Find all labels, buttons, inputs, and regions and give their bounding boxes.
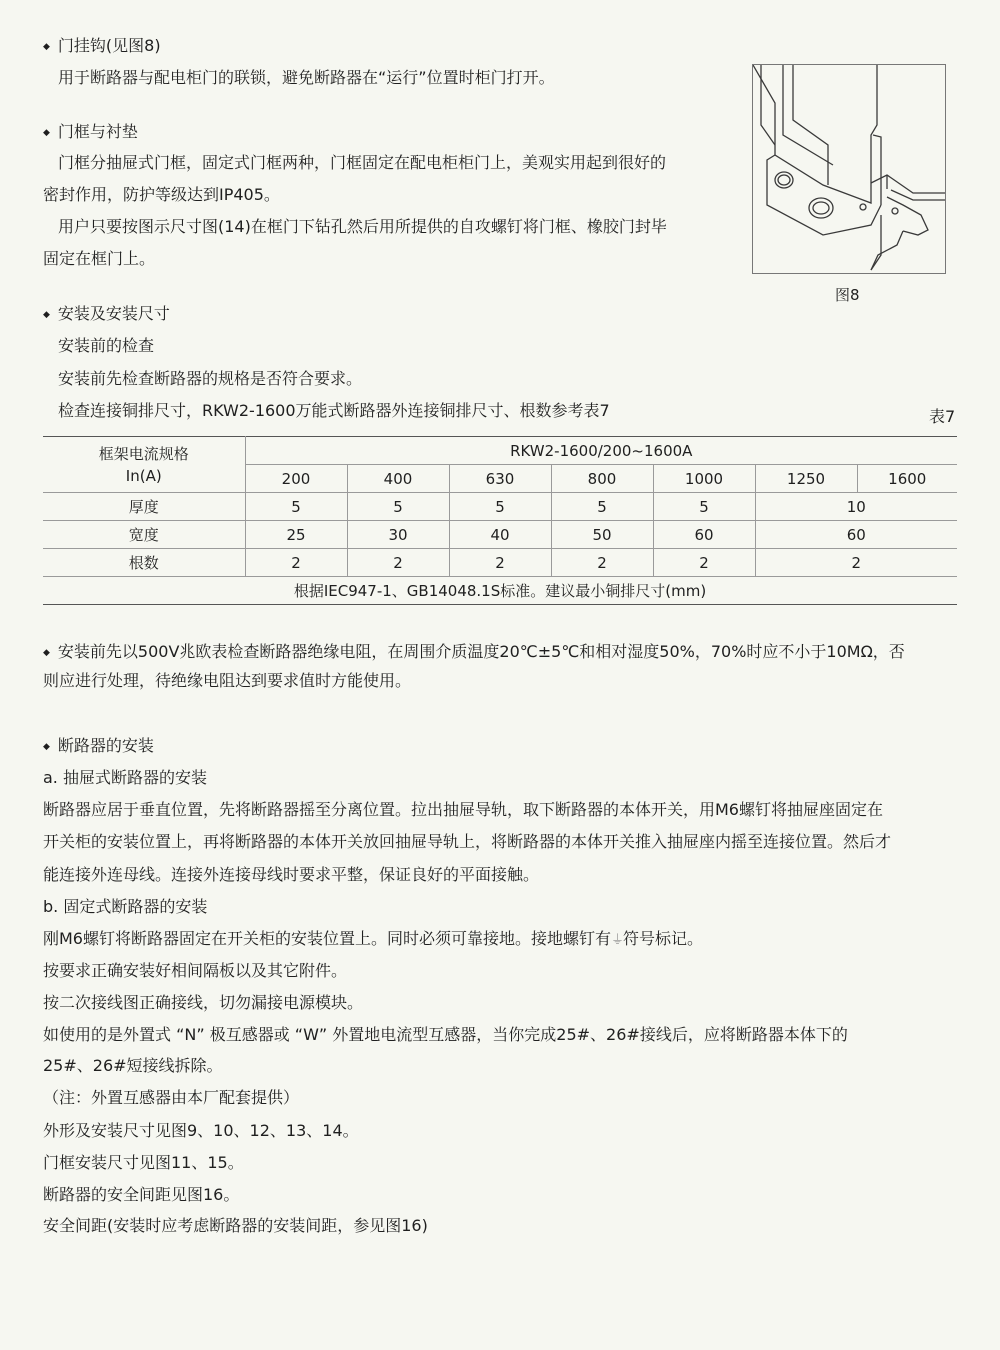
table-row-thickness <box>43 493 957 521</box>
row-header-current-spec <box>43 437 245 493</box>
figure-8-illustration <box>752 64 946 274</box>
current-cell: 400 <box>347 465 449 493</box>
current-cell: 1600 <box>857 465 957 493</box>
merged-value-cell: 60 <box>755 521 957 549</box>
door-frame-heading: ◆ 门框与衬垫 <box>43 122 138 145</box>
door-frame-p2-line1: 用户只要按图示尺寸图(14)在框门下钻孔然后用所提供的自攻螺钉将门框、橡胶门封毕 <box>58 217 667 236</box>
value-cell: 5 <box>449 493 551 521</box>
breaker-install-heading: ◆ 断路器的安装 <box>43 736 154 759</box>
value-cell: 5 <box>551 493 653 521</box>
value-cell: 40 <box>449 521 551 549</box>
value-cell: 60 <box>653 521 755 549</box>
current-cell: 200 <box>245 465 347 493</box>
current-cell: 630 <box>449 465 551 493</box>
fixed-type-line7: 外形及安装尺寸见图9、10、12、13、14。 <box>43 1121 359 1140</box>
row-label: 宽度 <box>43 521 245 549</box>
fixed-type-line5: 25#、26#短接线拆除。 <box>43 1056 223 1075</box>
drawer-type-line1: 断路器应居于垂直位置，先将断路器摇至分离位置。拉出抽屉导轨，取下断路器的本体开关，用M6螺钉将抽屉座固定在 <box>43 800 883 819</box>
door-frame-p1-line2: 密封作用，防护等级达到IP405。 <box>43 185 280 204</box>
value-cell: 25 <box>245 521 347 549</box>
table-row-width <box>43 521 957 549</box>
install-check-line: 安装前先检查断路器的规格是否符合要求。 <box>58 369 363 388</box>
door-hook-drawing <box>753 65 945 273</box>
fixed-type-line10: 安全间距(安装时应考虑断路器的安装间距，参见图16) <box>43 1216 428 1235</box>
drawer-type-title: a. 抽屉式断路器的安装 <box>43 768 207 787</box>
insulation-line2: 则应进行处理，待绝缘电阻达到要求值时方能使用。 <box>43 671 412 690</box>
value-cell: 2 <box>245 549 347 577</box>
value-cell: 5 <box>245 493 347 521</box>
value-cell: 5 <box>653 493 755 521</box>
fixed-type-line1 <box>43 929 703 951</box>
value-cell: 30 <box>347 521 449 549</box>
row-header-line1: 框架电流规格 <box>98 444 189 463</box>
fixed-type-line2: 按要求正确安装好相间隔板以及其它附件。 <box>43 961 348 980</box>
fixed-line1-suffix: 符号标记。 <box>623 929 704 948</box>
table-header-row <box>43 437 957 465</box>
merged-value-cell: 2 <box>755 549 957 577</box>
ground-symbol-icon: ⏚ <box>611 933 625 948</box>
value-cell: 2 <box>347 549 449 577</box>
fixed-type-note: （注：外置互感器由本厂配套提供） <box>43 1088 300 1107</box>
row-label: 厚度 <box>43 493 245 521</box>
fixed-type-line8: 门框安装尺寸见图11、15。 <box>43 1153 244 1172</box>
table-7 <box>43 436 957 605</box>
fixed-type-line3: 按二次接线图正确接线，切勿漏接电源模块。 <box>43 993 364 1012</box>
value-cell: 2 <box>449 549 551 577</box>
table-note-row <box>43 577 957 605</box>
table-7-label: 表7 <box>929 407 956 426</box>
install-busbar-line: 检查连接铜排尺寸，RKW2-1600万能式断路器外连接铜排尺寸、根数参考表7 <box>58 401 610 420</box>
merged-value-cell: 10 <box>755 493 957 521</box>
door-hook-heading: ◆ 门挂钩(见图8) <box>43 36 161 59</box>
fixed-type-line9: 断路器的安全间距见图16。 <box>43 1185 240 1204</box>
current-cell: 1250 <box>755 465 857 493</box>
insulation-line1: ◆ 安装前先以500V兆欧表检查断路器绝缘电阻，在周围介质温度20℃±5℃和相对湿度50%，70%时应不小于10MΩ，否 <box>43 642 905 665</box>
drawer-type-line3: 能连接外连母线。连接外连接母线时要求平整，保证良好的平面接触。 <box>43 865 540 884</box>
install-heading: ◆ 安装及安装尺寸 <box>43 304 170 327</box>
current-cell: 800 <box>551 465 653 493</box>
model-cell: RKW2-1600/200~1600A <box>245 437 957 465</box>
row-header-line2: In(A) <box>125 466 162 485</box>
value-cell: 50 <box>551 521 653 549</box>
fixed-line1-text: 刚M6螺钉将断路器固定在开关柜的安装位置上。同时必须可靠接地。接地螺钉有 <box>43 929 611 948</box>
door-hook-body: 用于断路器与配电柜门的联锁，避免断路器在“运行”位置时柜门打开。 <box>58 68 555 87</box>
drawer-type-line2: 开关柜的安装位置上，再将断路器的本体开关放回抽屉导轨上，将断路器的本体开关推入抽屉座内摇至连接位置。然后才 <box>43 832 892 851</box>
door-frame-p1-line1: 门框分抽屉式门框，固定式门框两种，门框固定在配电柜柜门上，美观实用起到很好的 <box>58 153 667 172</box>
door-frame-p2-line2: 固定在框门上。 <box>43 249 156 268</box>
value-cell: 2 <box>653 549 755 577</box>
value-cell: 2 <box>551 549 653 577</box>
figure-8-caption: 图8 <box>835 286 860 304</box>
current-cell: 1000 <box>653 465 755 493</box>
value-cell: 5 <box>347 493 449 521</box>
install-subheading: 安装前的检查 <box>58 336 155 355</box>
fixed-type-title: b. 固定式断路器的安装 <box>43 897 208 916</box>
row-label: 根数 <box>43 549 245 577</box>
table-note: 根据IEC947-1、GB14048.1S标准。建议最小铜排尺寸(mm) <box>43 577 957 605</box>
table-row-count <box>43 549 957 577</box>
fixed-type-line4: 如使用的是外置式 “N” 极互感器或 “W” 外置地电流型互感器，当你完成25#、26#接线后，应将断路器本体下的 <box>43 1025 848 1044</box>
